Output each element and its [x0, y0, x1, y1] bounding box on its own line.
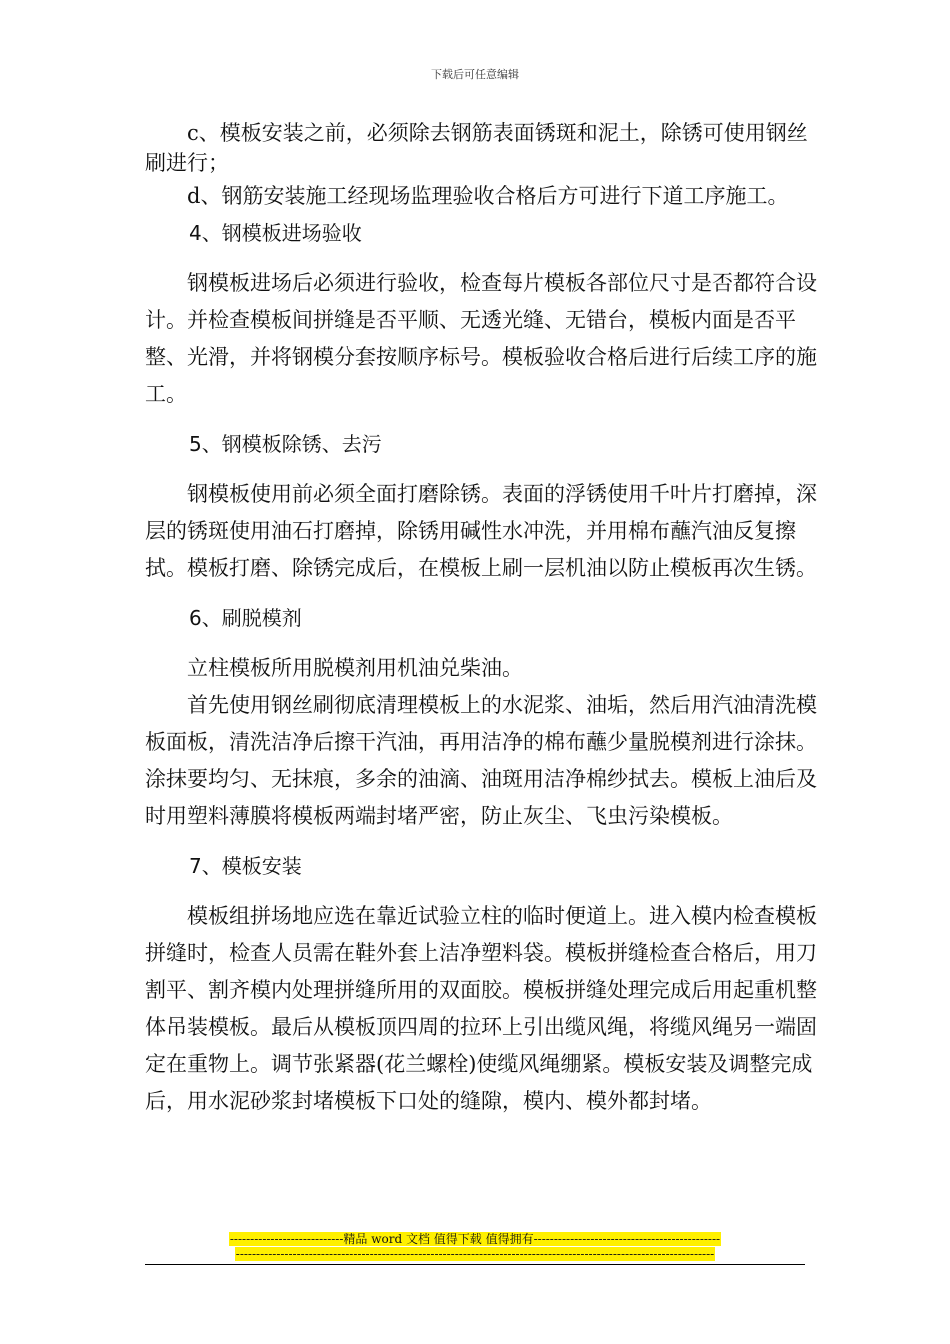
footer-dash-line	[0, 1247, 950, 1261]
section-heading-7: 7、模板安装	[189, 854, 302, 878]
paragraph-section-5: 钢模板使用前必须全面打磨除锈。表面的浮锈使用千叶片打磨掉，深层的锈斑使用油石打磨掉，除锈用碱性水冲洗，并用棉布蘸汽油反复擦拭。模板打磨、除锈完成后，在模板上刷一层机油以防止模板再次生锈。	[145, 482, 817, 580]
paragraph-section-6b: 首先使用钢丝刷彻底清理模板上的水泥浆、油垢，然后用汽油清洗模板面板，清洗洁净后擦干汽油，再用洁净的棉布蘸少量脱模剂进行涂抹。涂抹要均匀、无抹痕，多余的油滴、油斑用洁净棉纱拭去。模板上油后及时用塑料薄膜将模板两端封堵严密，防止灰尘、飞虫污染模板。	[145, 693, 817, 828]
section-heading-5: 5、钢模板除锈、去污	[189, 432, 382, 456]
document-body	[145, 118, 825, 1120]
paragraph-c: c、模板安装之前，必须除去钢筋表面锈斑和泥土，除锈可使用钢丝刷进行；	[145, 121, 808, 175]
paragraph-section-7: 模板组拼场地应选在靠近试验立柱的临时便道上。进入模内检查模板拼缝时，检查人员需在鞋外套上洁净塑料袋。模板拼缝检查合格后，用刀割平、割齐模内处理拼缝所用的双面胶。模板拼缝处理完成后用起重机整体吊装模板。最后从模板顶四周的拉环上引出缆风绳，将缆风绳另一端固定在重物上。调节张紧器(花兰螺栓)使缆风绳绷紧。模板安装及调整完成后，用水泥砂浆封堵模板下口处的缝隙，模内、模外都封堵。	[145, 904, 817, 1113]
section-heading-6: 6、刷脱模剂	[189, 606, 302, 630]
section-heading-4: 4、钢模板进场验收	[189, 221, 362, 245]
paragraph-section-4: 钢模板进场后必须进行验收，检查每片模板各部位尺寸是否都符合设计。并检查模板间拼缝是否平顺、无透光缝、无错台，模板内面是否平整、光滑，并将钢模分套按顺序标号。模板验收合格后进行后续工序的施工。	[145, 271, 817, 406]
footer-line-1: ----------------------------精品 word 文档 值得下载 值得拥有----------------------------------------------	[229, 1232, 721, 1246]
footer-banner	[0, 1230, 950, 1247]
footer-line-2: ----------------------------------------------------------------------------------------------------------------------	[235, 1247, 715, 1261]
page-header: 下载后可任意编辑	[431, 68, 519, 81]
paragraph-d: d、钢筋安装施工经现场监理验收合格后方可进行下道工序施工。	[187, 184, 789, 208]
paragraph-section-6a: 立柱模板所用脱模剂用机油兑柴油。	[187, 656, 523, 680]
footer-rule	[145, 1264, 805, 1265]
